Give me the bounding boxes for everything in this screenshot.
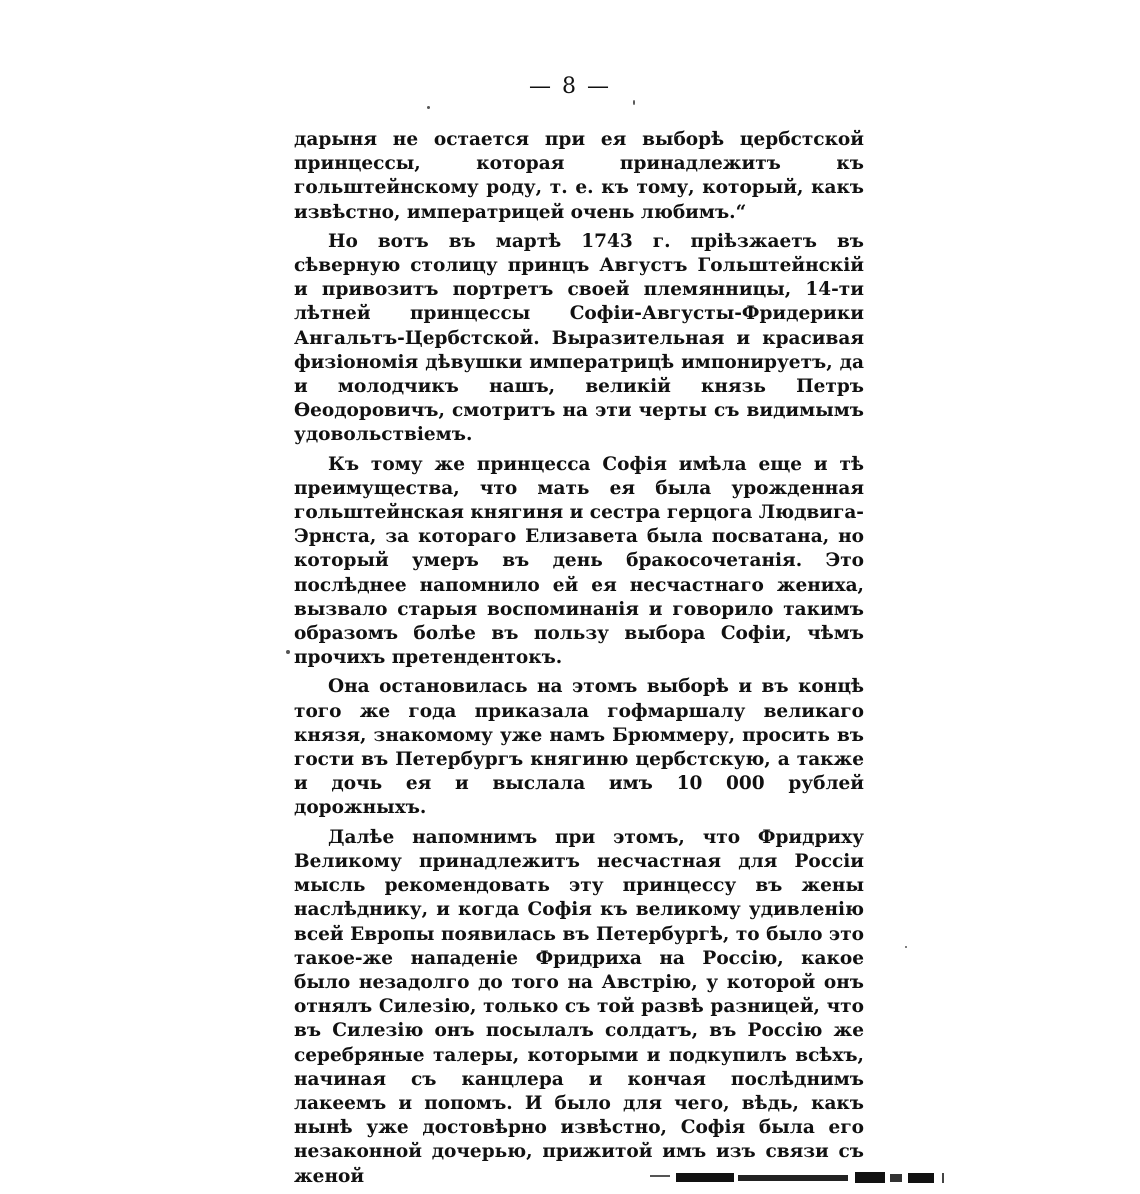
scan-speck	[633, 100, 635, 105]
paragraph-4: Она остановилась на этомъ выборѣ и въ концѣ того же года приказала гофмаршалу великаго князя, знакомому уже намъ Брюммеру, просить въ гости въ Петербургъ княгиню цербстскую, а также и дочь ея и выслала имъ 10 000 рублей дорожныхъ.	[294, 676, 864, 819]
scan-speck	[286, 650, 290, 654]
page-number: — 8 —	[529, 74, 611, 99]
paragraph-5: Далѣе напомнимъ при этомъ, что Фридриху Великому принадлежитъ несчастная для Россіи мысль рекомендовать эту принцессу въ жены наслѣднику, и когда Софія къ великому удивленію всей Европы появилась въ Петербургѣ, то было это такое-же нападеніе Фридриха на Россію, какое было незадолго до того на Австрію, у которой онъ отнялъ Силезію, только съ той развѣ разницей, что въ Силезію онъ посылалъ солдатъ, въ Россію же серебряные талеры, которыми и подкупилъ всѣхъ, начиная съ канцлера и кончая послѣднимъ лакеемъ и попомъ. И было для чего, вѣдь, какъ нынѣ уже достовѣрно извѣстно, Софія была его незаконной дочерью, прижитой имъ изъ связи съ женой	[294, 826, 864, 1187]
scan-edge-artifact	[650, 1170, 950, 1184]
paragraph-3: Къ тому же принцесса Софія имѣла еще и тѣ преимущества, что мать ея была урожденная гольштейнская княгиня и сестра герцога Людвига-Эрнста, за котораго Елизавета была посватана, но который умеръ въ день бракосочетанія. Это послѣднее напомнило ей ея несчастнаго жениха, вызвало старыя воспоминанія и говорило такимъ образомъ болѣе въ пользу выбора Софіи, чѣмъ прочихъ претендентокъ.	[294, 453, 864, 669]
scan-speck	[427, 106, 430, 109]
scan-speck	[905, 946, 907, 948]
body-text	[294, 128, 864, 1194]
paragraph-2: Но вотъ въ мартѣ 1743 г. пріѣзжаетъ въ сѣверную столицу принцъ Августъ Гольштейнскій и привозитъ портретъ своей племянницы, 14-ти лѣтней принцессы Софіи-Августы-Фридерики Ангальтъ-Цербстской. Выразительная и красивая физіономія дѣвушки императрицѣ импонируетъ, да и молодчикъ нашъ, великій князь Петръ Ѳеодоровичъ, смотритъ на эти черты съ видимымъ удовольствіемъ.	[294, 230, 864, 446]
paragraph-1: дарыня не остается при ея выборѣ цербстской принцессы, которая принадлежитъ къ гольштейнскому роду, т. е. къ тому, который, какъ извѣстно, императрицей очень любимъ.“	[294, 129, 864, 223]
